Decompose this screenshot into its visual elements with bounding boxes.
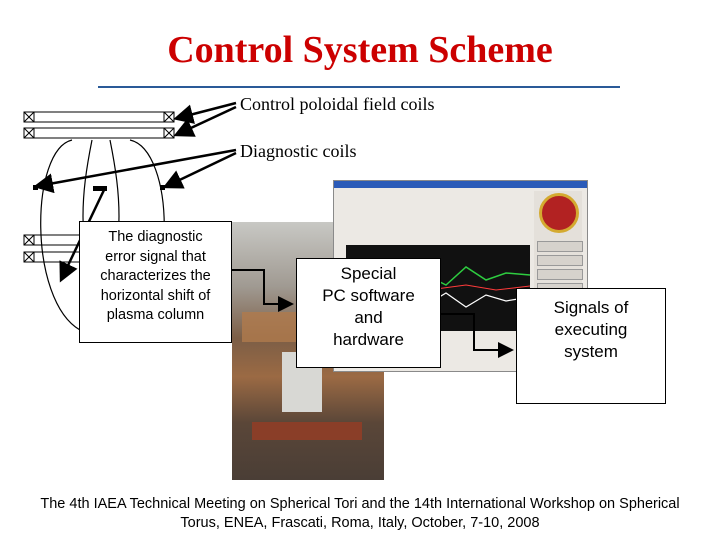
software-line: hardware	[333, 330, 404, 349]
software-line: PC software	[322, 286, 415, 305]
footer-line-2: Torus, ENEA, Frascati, Roma, Italy, October, 7-10, 2008	[180, 515, 540, 531]
signals-line: executing	[554, 320, 628, 339]
slide-title: Control System Scheme	[167, 29, 553, 71]
signals-line: Signals of	[553, 298, 629, 317]
software-line: and	[354, 308, 383, 327]
error-signal-line: horizontal shift of	[100, 287, 211, 304]
error-signal-line: plasma column	[106, 307, 205, 323]
error-signal-line: error signal that	[105, 248, 206, 265]
footer	[0, 495, 720, 533]
software-line: Special	[340, 264, 397, 283]
arrow-to-software	[232, 270, 290, 304]
footer-line-1: The 4th IAEA Technical Meeting on Spherical Tori and the 14th International Workshop on Spherical	[40, 496, 680, 512]
error-signal-line: The diagnostic	[108, 229, 203, 245]
error-signal-line: characterizes the	[100, 268, 211, 284]
arrow-to-signals	[441, 314, 510, 350]
signals-line: system	[564, 342, 618, 361]
poloidal-coils-label: Control poloidal field coils	[240, 94, 435, 114]
diagnostic-coils-label: Diagnostic coils	[240, 141, 357, 161]
